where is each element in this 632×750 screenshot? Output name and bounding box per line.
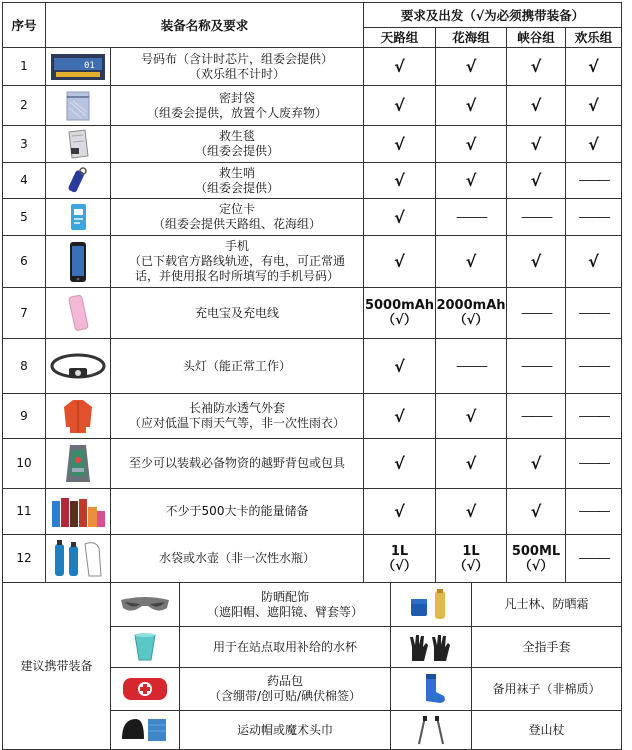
row-number: 12 [3, 535, 46, 583]
race-bib-icon [46, 48, 111, 86]
table-row [3, 48, 622, 86]
check-mark: √ [507, 86, 566, 126]
suggest-row [3, 583, 622, 627]
table-row [3, 86, 622, 126]
check-mark: √ [566, 48, 622, 86]
check-mark: √ [507, 439, 566, 489]
check-mark: √ [566, 86, 622, 126]
not-required-dash: ——— [566, 163, 622, 199]
row-number: 11 [3, 489, 46, 535]
capacity-requirement: 2000mAh （√） [436, 288, 507, 339]
whistle-icon [46, 163, 111, 199]
table-row [3, 126, 622, 163]
item-description: 充电宝及充电线 [111, 288, 364, 339]
check-mark: √ [364, 439, 436, 489]
jacket-icon [46, 394, 111, 439]
check-mark: √ [436, 48, 507, 86]
suggest-left-description: 防晒配饰 （遮阳帽、遮阳镜、臂套等） [180, 583, 391, 626]
not-required-dash: ——— [507, 394, 566, 439]
emergency-blanket-icon [46, 126, 111, 163]
capacity-requirement: 500ML （√） [507, 535, 566, 583]
gps-card-icon [46, 199, 111, 236]
suggest-right-description: 登山杖 [528, 722, 565, 737]
header-no: 序号 [3, 3, 46, 48]
sport-cap-icon [111, 711, 180, 749]
backpack-icon [46, 439, 111, 489]
not-required-dash: ——— [566, 199, 622, 236]
check-mark: √ [364, 236, 436, 288]
check-mark: √ [364, 199, 436, 236]
energy-food-icon [46, 489, 111, 535]
check-mark: √ [436, 489, 507, 535]
header-group-tianlu: 天路组 [364, 28, 436, 48]
item-description: 密封袋 （组委会提供，放置个人废弃物） [111, 86, 364, 126]
suggest-left-description: 用于在站点取用补给的水杯 [180, 627, 391, 667]
header-group-huahai: 花海组 [436, 28, 507, 48]
suggest-pair [111, 583, 621, 626]
row-number: 7 [3, 288, 46, 339]
suggest-left-description: 运动帽或魔术头巾 [180, 711, 391, 749]
check-mark: √ [507, 126, 566, 163]
suggest-pair [111, 627, 621, 667]
item-description: 救生毯 （组委会提供） [111, 126, 364, 163]
check-mark: √ [364, 394, 436, 439]
capacity-requirement: 1L （√） [364, 535, 436, 583]
row-number: 4 [3, 163, 46, 199]
table-row [3, 236, 622, 288]
header-group-xiagu: 峡谷组 [507, 28, 566, 48]
item-description: 定位卡 （组委会提供天路组、花海组） [111, 199, 364, 236]
check-mark: √ [364, 339, 436, 394]
suggest-label: 建议携带装备 [3, 583, 111, 750]
capacity-requirement: 1L （√） [436, 535, 507, 583]
suggest-right-description: 凡士林、防晒霜 [504, 597, 589, 611]
not-required-dash: ——— [566, 439, 622, 489]
header-group-huanle: 欢乐组 [566, 28, 622, 48]
check-mark: √ [436, 86, 507, 126]
table-row [3, 489, 622, 535]
row-number: 10 [3, 439, 46, 489]
row-number: 9 [3, 394, 46, 439]
vaseline-sunscreen-icon [391, 583, 472, 626]
row-number: 6 [3, 236, 46, 288]
row-number: 2 [3, 86, 46, 126]
table-row [3, 394, 622, 439]
check-mark: √ [364, 126, 436, 163]
check-mark: √ [566, 126, 622, 163]
table-row [3, 288, 622, 339]
sock-icon [391, 668, 472, 710]
equipment-table [2, 2, 622, 750]
suggest-left-description: 药品包 （含绷带/创可贴/碘伏棉签） [180, 668, 391, 710]
not-required-dash: ——— [507, 288, 566, 339]
check-mark: √ [436, 439, 507, 489]
item-description: 号码布（含计时芯片，组委会提供） （欢乐组不计时） [111, 48, 364, 86]
not-required-dash: ——— [566, 288, 622, 339]
row-number: 5 [3, 199, 46, 236]
power-bank-icon [46, 288, 111, 339]
table-row [3, 535, 622, 583]
not-required-dash: ——— [436, 339, 507, 394]
not-required-dash: ——— [436, 199, 507, 236]
suggest-right-description: 全指手套 [522, 639, 571, 654]
sunglasses-icon [111, 583, 180, 626]
suggest-pair [111, 668, 621, 710]
sealed-bag-icon [46, 86, 111, 126]
check-mark: √ [507, 163, 566, 199]
headlamp-icon [46, 339, 111, 394]
gloves-icon [391, 627, 472, 667]
water-cup-icon [111, 627, 180, 667]
svg-text:01: 01 [84, 60, 95, 71]
check-mark: √ [364, 163, 436, 199]
svg-text:—: — [89, 372, 94, 378]
not-required-dash: ——— [507, 339, 566, 394]
header-item: 装备名称及要求 [46, 3, 364, 48]
check-mark: √ [436, 126, 507, 163]
check-mark: √ [364, 489, 436, 535]
trekking-poles-icon [391, 711, 472, 749]
check-mark: √ [436, 394, 507, 439]
check-mark: √ [364, 48, 436, 86]
row-number: 1 [3, 48, 46, 86]
check-mark: √ [364, 86, 436, 126]
item-description: 手机 （已下载官方路线轨迹，有电，可正常通 话，并使用报名时所填写的手机号码） [111, 236, 364, 288]
check-mark: √ [507, 48, 566, 86]
not-required-dash: ——— [507, 199, 566, 236]
not-required-dash: ——— [566, 394, 622, 439]
item-description: 水袋或水壶（非一次性水瓶） [111, 535, 364, 583]
row-number: 3 [3, 126, 46, 163]
capacity-requirement: 5000mAh （√） [364, 288, 436, 339]
table-row [3, 163, 622, 199]
check-mark: √ [436, 163, 507, 199]
check-mark: √ [507, 489, 566, 535]
header-requirement: 要求及出发（√为必须携带装备） [364, 3, 622, 28]
check-mark: √ [566, 236, 622, 288]
table-row [3, 199, 622, 236]
medical-kit-icon [111, 668, 180, 710]
check-mark: √ [436, 236, 507, 288]
suggest-right-description: 备用袜子（非棉质） [492, 681, 601, 696]
check-mark: √ [507, 236, 566, 288]
not-required-dash: ——— [566, 489, 622, 535]
suggest-pair [111, 711, 621, 749]
row-number: 8 [3, 339, 46, 394]
item-description: 头灯（能正常工作） [111, 339, 364, 394]
item-description: 至少可以装载必备物资的越野背包或包具 [111, 439, 364, 489]
table-row [3, 339, 622, 394]
mobile-phone-icon [46, 236, 111, 288]
water-bottle-icon [46, 535, 111, 583]
item-description: 长袖防水透气外套 （应对低温下雨天气等，非一次性雨衣） [111, 394, 364, 439]
item-description: 不少于500大卡的能量储备 [111, 489, 364, 535]
item-description: 救生哨 （组委会提供） [111, 163, 364, 199]
not-required-dash: ——— [566, 535, 622, 583]
table-row [3, 439, 622, 489]
not-required-dash: ——— [566, 339, 622, 394]
